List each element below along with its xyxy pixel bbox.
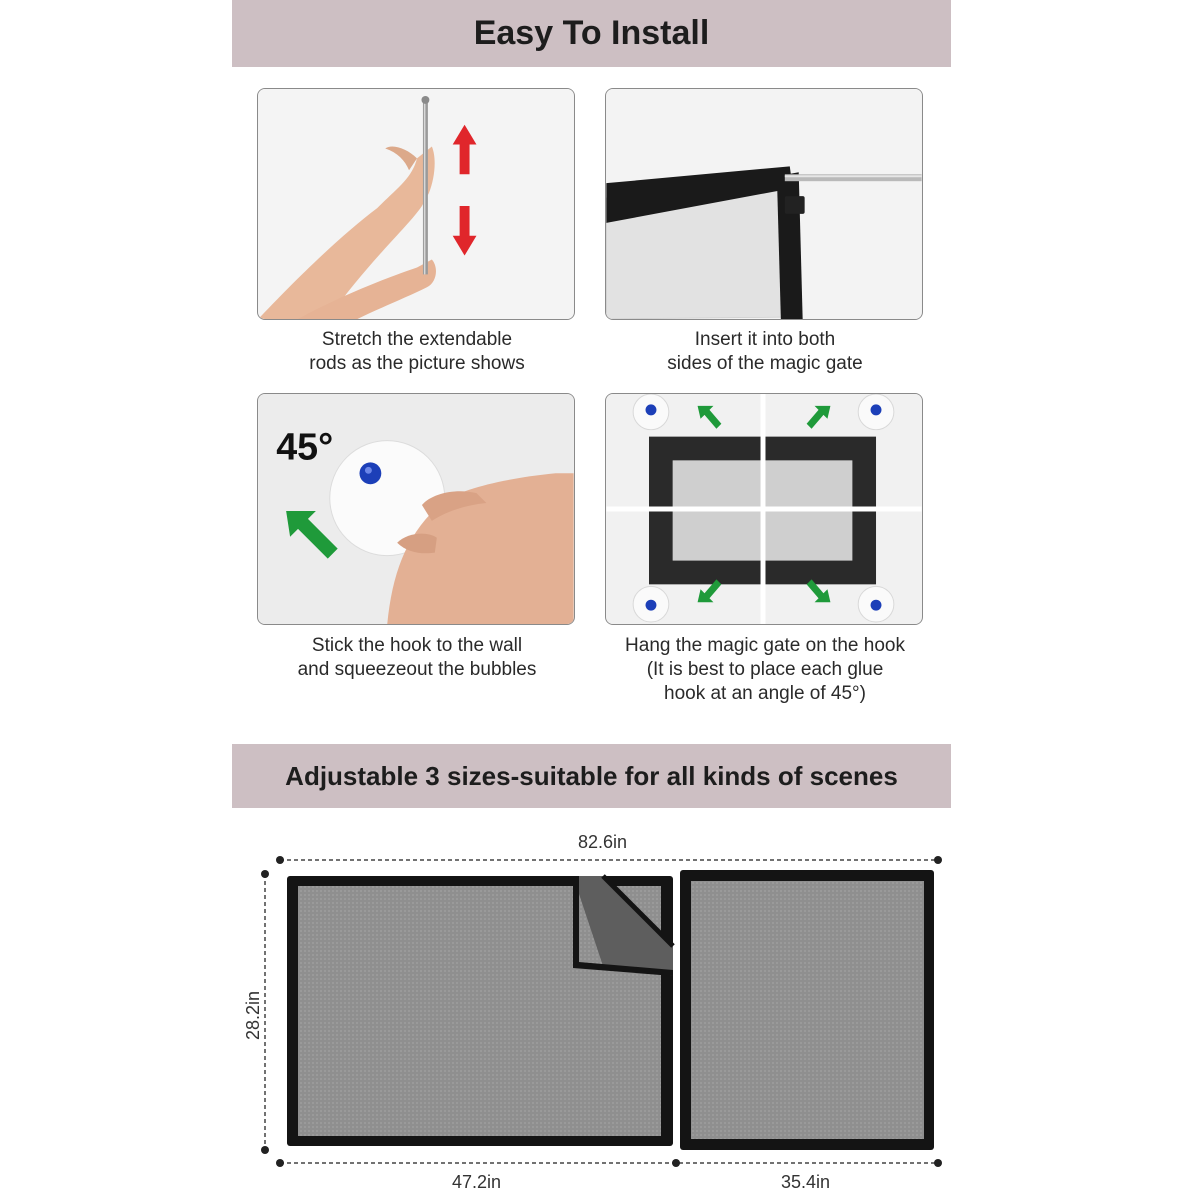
step-2-line-1: Insert it into both [694, 329, 836, 350]
stretch-rod-illustration [258, 89, 574, 319]
hang-gate-illustration [606, 394, 922, 624]
stick-hook-illustration [258, 394, 574, 624]
install-title: Easy To Install [473, 14, 710, 52]
step-4-line-1: Hang the magic gate on the hook [625, 635, 905, 656]
total-width-label: 82.6in [578, 832, 628, 852]
right-gate-panel [680, 870, 934, 1150]
step-4-image [605, 393, 923, 625]
total-width-dimension [276, 856, 942, 864]
left-gate-panel [287, 876, 673, 1146]
step-3-image [257, 393, 575, 625]
step-1-line-1: Stretch the extendable [321, 329, 513, 350]
step-4-line-2: (It is best to place each glue [646, 659, 884, 680]
step-1-line-2: rods as the picture shows [309, 353, 525, 374]
step-3-caption [237, 634, 597, 682]
height-label: 28.2in [243, 990, 264, 1041]
step-2-line-2: sides of the magic gate [667, 353, 863, 374]
step-3-line-2: and squeezeout the bubbles [297, 659, 537, 680]
install-title-banner [232, 0, 951, 67]
step-1-image [257, 88, 575, 320]
gate-dimension-diagram [232, 830, 951, 1200]
step-4-caption [585, 634, 945, 706]
right-width-label: 35.4in [781, 1172, 831, 1192]
left-width-label: 47.2in [452, 1172, 502, 1192]
angle-label: 45° [276, 425, 334, 468]
step-2-image [605, 88, 923, 320]
sizes-title: Adjustable 3 sizes-suitable for all kinds of scenes [285, 760, 898, 791]
step-4-line-3: hook at an angle of 45°) [664, 683, 866, 704]
sizes-title-banner [232, 744, 951, 808]
step-2-caption [585, 328, 945, 376]
insert-rod-illustration [606, 89, 922, 319]
step-1-caption [237, 328, 597, 376]
bottom-width-dimension [276, 1159, 942, 1167]
step-3-line-1: Stick the hook to the wall [311, 635, 523, 656]
